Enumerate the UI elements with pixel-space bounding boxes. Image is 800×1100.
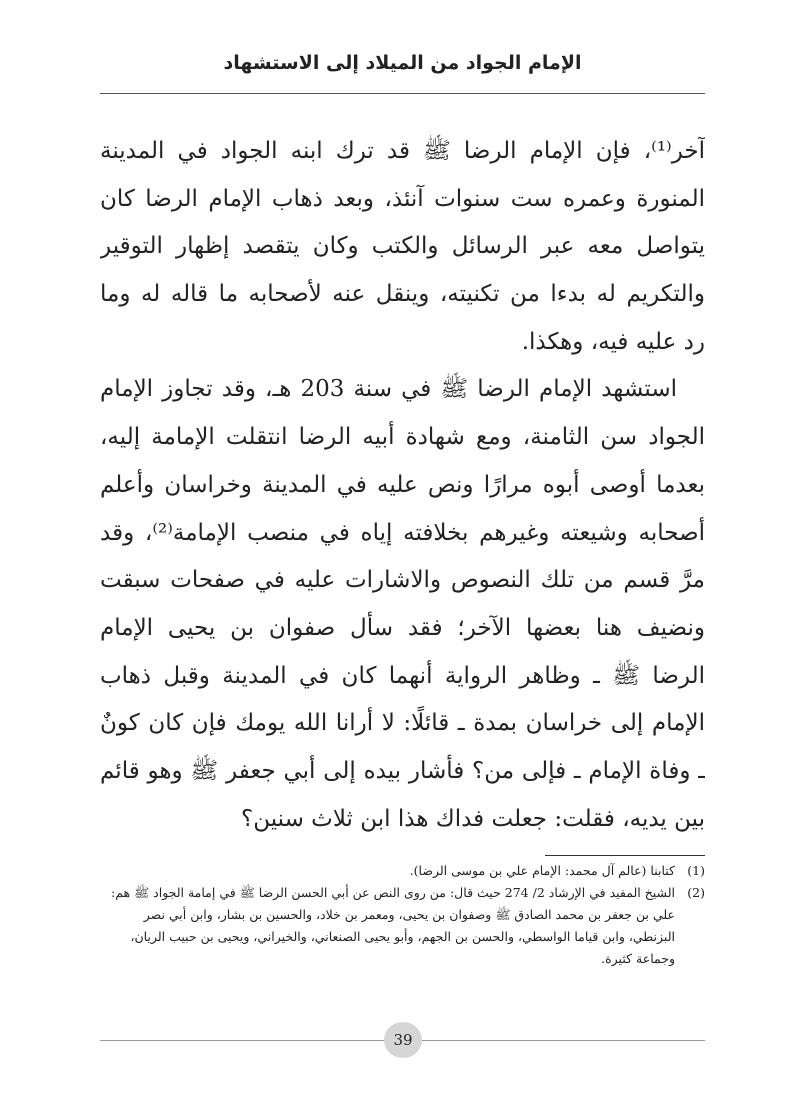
footnote bbox=[100, 860, 705, 882]
page-number: 39 bbox=[384, 1022, 422, 1058]
text-line: والتكريم له بدءا من تكنيته، وينقل عنه لأصحابه ما قاله له وما bbox=[100, 281, 705, 308]
footnote-text: كتابنا (عالم آل محمد: الإمام علي بن موسى الرضا). bbox=[409, 863, 675, 878]
text-line: الإمام إلى خراسان بمدة ـ قائلًا: لا أرانا الله يومك فإن كان كونٌ bbox=[100, 710, 705, 737]
text-line: رد عليه فيه، وهكذا. bbox=[521, 328, 705, 355]
text-line: استشهد الإمام الرضا ﷺ في سنة 203 هـ، وقد تجاوز الإمام bbox=[100, 376, 677, 403]
text-line: آخر⁽¹⁾، فإن الإمام الرضا ﷺ قد ترك ابنه الجواد في المدينة bbox=[100, 138, 705, 164]
footnote-number: (2) bbox=[687, 885, 705, 900]
text-line: الجواد سن الثامنة، ومع شهادة أبيه الرضا انتقلت الإمامة إليه، bbox=[100, 424, 705, 451]
page-number-rule-left bbox=[100, 1040, 384, 1041]
text-line: ونضيف هنا بعضها الآخر؛ فقد سأل صفوان بن يحيى الإمام bbox=[100, 614, 705, 641]
footnotes bbox=[100, 860, 705, 970]
text-line: بين يديه، فقلت: جعلت فداك هذا ابن ثلاث سنين؟ bbox=[240, 805, 705, 832]
body-text bbox=[100, 128, 705, 843]
text-line: أصحابه وشيعته وغيرهم بخلافته إياه في منصب الإمامة⁽²⁾، وقد bbox=[100, 519, 705, 546]
header-divider bbox=[100, 93, 705, 94]
paragraph-1 bbox=[100, 128, 705, 366]
footnote-text: الشيخ المفيد في الإرشاد 2/ 274 حيث قال: من روى النص عن أبي الحسن الرضا ﷺ في إمامة الجواد ﷺ هم: علي بن جعفر بن محمد الصادق ﷺ وصفوان بن يحيى، ومعمر بن خلاد، والحسين بن بشار، وابن أبي نصر البزنطي، وابن قياما الواسطي، والحسن بن الجهم، وأبو يحيى الصنعاني، والخيراني، ويحيى بن حبيب الريان، وجماعة كثيرة. bbox=[110, 885, 675, 966]
paragraph-2 bbox=[100, 366, 705, 843]
text-line: الرضا ﷺ ـ وظاهر الرواية أنهما كان في المدينة وقبل ذهاب bbox=[100, 662, 705, 689]
footnote-number: (1) bbox=[687, 863, 705, 878]
page-number-area bbox=[100, 1022, 705, 1058]
footnote-divider bbox=[545, 855, 705, 856]
running-header: الإمام الجواد من الميلاد إلى الاستشهاد bbox=[223, 52, 582, 74]
text-line: بعدما أوصى أبوه مرارًا ونص عليه في المدينة وخراسان وأعلم bbox=[100, 471, 705, 498]
text-line: المنورة وعمره ست سنوات آنئذ، وبعد ذهاب الإمام الرضا كان bbox=[100, 185, 705, 212]
text-line: يتواصل معه عبر الرسائل والكتب وكان يتقصد إظهار التوقير bbox=[100, 233, 705, 260]
text-line: مرَّ قسم من تلك النصوص والاشارات عليه في صفحات سبقت bbox=[100, 567, 705, 594]
page-number-rule-right bbox=[422, 1040, 705, 1041]
text-line: ـ وفاة الإمام ـ فإلى من؟ فأشار بيده إلى أبي جعفر ﷺ وهو قائم bbox=[100, 757, 705, 784]
footnote bbox=[100, 882, 705, 970]
